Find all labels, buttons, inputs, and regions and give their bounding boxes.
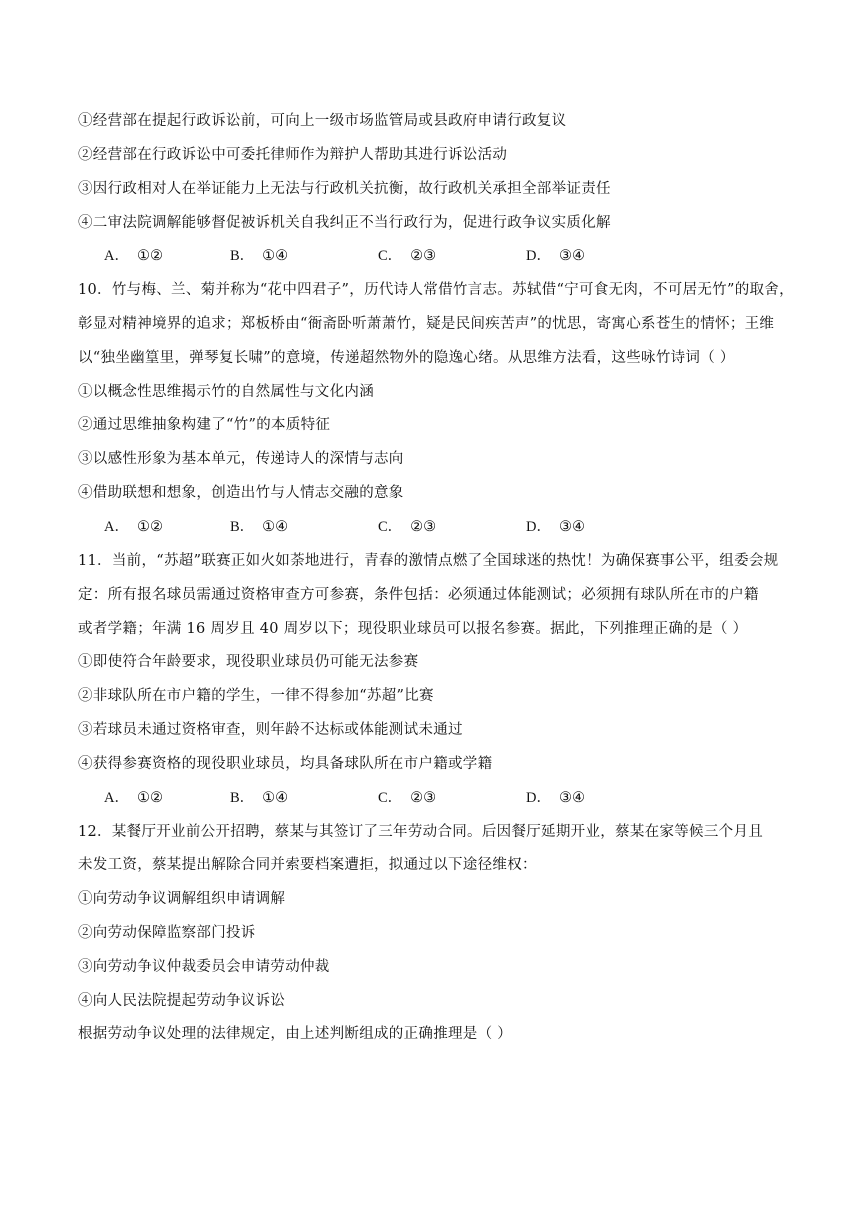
q11-choices [104, 788, 664, 808]
q11-choice-c: C． ②③ [378, 790, 437, 806]
q10-choice-a: A． ①② [104, 519, 163, 535]
q11-option-3: ③若球员未通过资格审查，则年龄不达标或体能测试未通过 [78, 722, 463, 738]
q11-choice-d: D． ③④ [526, 790, 585, 806]
q10-choice-d: D． ③④ [526, 519, 585, 535]
q12-stem-line-2: 未发工资，蔡某提出解除合同并索要档案遭拒，拟通过以下途径维权： [78, 857, 537, 873]
q11-option-4: ④获得参赛资格的现役职业球员，均具备球队所在市户籍或学籍 [78, 756, 493, 772]
q12-tail-question: 根据劳动争议处理的法律规定，由上述判断组成的正确推理是（ ） [78, 1026, 513, 1042]
q12-option-2: ②向劳动保障监察部门投诉 [78, 925, 256, 941]
q9-choice-a: A． ①② [104, 248, 163, 264]
q12-option-1: ①向劳动争议调解组织申请调解 [78, 891, 286, 907]
q10-choices [104, 517, 664, 537]
q9-option-3: ③因行政相对人在举证能力上无法与行政机关抗衡，故行政机关承担全部举证责任 [78, 181, 611, 197]
q12-option-3: ③向劳动争议仲裁委员会申请劳动仲裁 [78, 959, 330, 975]
q9-choice-b: B． ①④ [230, 248, 289, 264]
q12-stem-line-1: 12．某餐厅开业前公开招聘，蔡某与其签订了三年劳动合同。后因餐厅延期开业，蔡某在家等候三个月且 [78, 824, 764, 840]
q10-stem-line-3: 以“独坐幽篁里，弹琴复长啸”的意境，传递超然物外的隐逸心绪。从思维方法看，这些咏竹诗词（ ） [78, 350, 735, 366]
q9-option-4: ④二审法院调解能够督促被诉机关自我纠正不当行政行为，促进行政争议实质化解 [78, 215, 611, 231]
q11-option-2: ②非球队所在市户籍的学生，一律不得参加“苏超”比赛 [78, 688, 434, 704]
q9-option-2: ②经营部在行政诉讼中可委托律师作为辩护人帮助其进行诉讼活动 [78, 147, 508, 163]
q10-stem-line-2: 彰显对精神境界的追求；郑板桥由“衙斋卧听萧萧竹，疑是民间疾苦声”的忧思，寄寓心系苍生的情怀；王维 [78, 316, 775, 332]
q10-option-1: ①以概念性思维揭示竹的自然属性与文化内涵 [78, 384, 374, 400]
q11-stem-line-1: 11．当前，“苏超”联赛正如火如荼地进行，青春的激情点燃了全国球迷的热忱！为确保赛事公平，组委会规 [78, 553, 779, 569]
q10-option-4: ④借助联想和想象，创造出竹与人情志交融的意象 [78, 485, 404, 501]
q10-choice-b: B． ①④ [230, 519, 289, 535]
q11-stem-line-3: 或者学籍；年满 16 周岁且 40 周岁以下；现役职业球员可以报名参赛。据此，下列推理正确的是（ ） [78, 621, 748, 637]
q9-choice-d: D． ③④ [526, 248, 585, 264]
q11-stem-line-2: 定：所有报名球员需通过资格审查方可参赛，条件包括：必须通过体能测试；必须拥有球队所在市的户籍 [78, 587, 759, 603]
q9-choices [104, 246, 664, 266]
q11-choice-b: B． ①④ [230, 790, 289, 806]
q10-option-3: ③以感性形象为基本单元，传递诗人的深情与志向 [78, 451, 404, 467]
q12-option-4: ④向人民法院提起劳动争议诉讼 [78, 993, 286, 1009]
q11-option-1: ①即使符合年龄要求，现役职业球员仍可能无法参赛 [78, 654, 419, 670]
q10-choice-c: C． ②③ [378, 519, 437, 535]
q11-choice-a: A． ①② [104, 790, 163, 806]
q10-option-2: ②通过思维抽象构建了“竹”的本质特征 [78, 417, 331, 433]
q9-option-1: ①经营部在提起行政诉讼前，可向上一级市场监管局或县政府申请行政复议 [78, 113, 567, 129]
q9-choice-c: C． ②③ [378, 248, 437, 264]
q10-stem-line-1: 10．竹与梅、兰、菊并称为“花中四君子”，历代诗人常借竹言志。苏轼借“宁可食无肉，不可居无竹”的取舍， [78, 282, 794, 298]
